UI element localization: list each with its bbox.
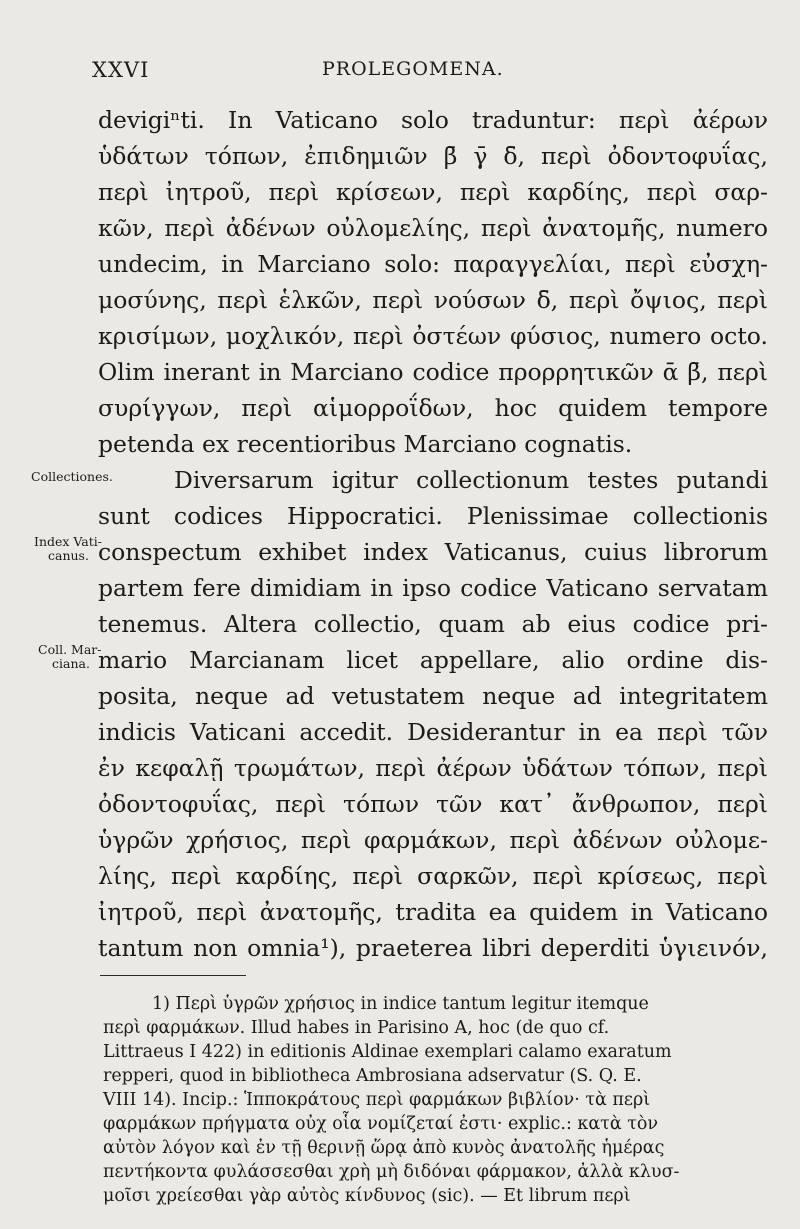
footnote-line: Littraeus I 422) in editionis Aldinae exemplari calamo exaratum — [103, 1042, 672, 1062]
body-line: ὑγρῶν χρήσιος, περὶ φαρμάκων, περὶ ἀδένων οὐλομε- — [98, 826, 768, 854]
body-line: tantum non omnia¹), praeterea libri deperditi ὑγιεινόν, — [98, 934, 768, 962]
margin-note-coll-marciana-1: Coll. Mar- — [38, 642, 102, 657]
body-line: conspectum exhibet index Vaticanus, cuius librorum — [98, 538, 768, 566]
margin-note-collectiones: Collectiones. — [31, 469, 113, 484]
footnote-line: αὐτὸν λόγον καὶ ἐν τῇ θερινῇ ὥρᾳ ἀπὸ κυνὸς ἀνατολῆς ἡμέρας — [103, 1138, 665, 1158]
footnote-line: 1) Περὶ ὑγρῶν χρήσιος in indice tantum legitur itemque — [152, 994, 649, 1014]
footnote-rule — [100, 975, 246, 976]
margin-note-index-vaticanus-2: canus. — [48, 548, 89, 563]
body-line: περὶ ἰητροῦ, περὶ κρίσεων, περὶ καρδίης, περὶ σαρ- — [98, 178, 768, 206]
body-line: Olim inerant in Marciano codice προρρητικῶν ᾱ β̄, περὶ — [98, 358, 768, 386]
body-line: μοσύνης, περὶ ἑλκῶν, περὶ νούσων δ̄, περὶ ὄψιος, περὶ — [98, 286, 768, 314]
footnote-line: πεντήκοντα φυλάσσεσθαι χρὴ μὴ διδόναι φάρμακον, ἀλλὰ κλυσ- — [103, 1162, 680, 1182]
body-line: devigiⁿti. In Vaticano solo traduntur: περὶ ἀέρων — [98, 106, 768, 134]
body-line: Diversarum igitur collectionum testes putandi — [174, 466, 768, 494]
page-number: XXVI — [92, 58, 150, 82]
body-line: sunt codices Hippocratici. Plenissimae collectionis — [98, 502, 768, 530]
body-line: λίης, περὶ καρδίης, περὶ σαρκῶν, περὶ κρίσεως, περὶ — [98, 862, 768, 890]
body-line: mario Marcianam licet appellare, alio ordine dis- — [98, 646, 768, 674]
body-line: petenda ex recentioribus Marciano cognatis. — [98, 430, 633, 458]
margin-note-index-vaticanus-1: Index Vati- — [34, 534, 102, 549]
body-line: κρισίμων, μοχλικόν, περὶ ὀστέων φύσιος, numero octo. — [98, 322, 768, 350]
body-line: indicis Vaticani accedit. Desiderantur in ea περὶ τῶν — [98, 718, 768, 746]
footnote-line: φαρμάκων πρήγματα οὐχ οἷα νομίζεταί ἐστι· explic.: κατὰ τὸν — [103, 1114, 659, 1134]
footnote-line: VIII 14). Incip.: Ἱπποκράτους περὶ φαρμάκων βιβλίον· τὰ περὶ — [103, 1090, 651, 1110]
body-line: ἐν κεφαλῇ τρωμάτων, περὶ ἀέρων ὑδάτων τόπων, περὶ — [98, 754, 768, 782]
body-line: συρίγγων, περὶ αἱμορροΐδων, hoc quidem tempore — [98, 394, 768, 422]
footnote-line: περὶ φαρμάκων. Illud habes in Parisino A, hoc (de quo cf. — [103, 1018, 610, 1038]
body-line: tenemus. Altera collectio, quam ab eius codice pri- — [98, 610, 768, 638]
body-line: ὑδάτων τόπων, ἐπιδημιῶν β̄ γ̄ δ̄, περὶ ὀδοντοφυΐας, — [98, 142, 768, 170]
body-line: partem fere dimidiam in ipso codice Vaticano servatam — [98, 574, 768, 602]
footnote-line: repperi, quod in bibliotheca Ambrosiana adservatur (S. Q. E. — [103, 1066, 642, 1086]
footnote-line: μοῖσι χρείεσθαι γὰρ αὐτὸς κίνδυνος (sic). — Et librum περὶ — [103, 1186, 631, 1206]
body-line: posita, neque ad vetustatem neque ad integritatem — [98, 682, 768, 710]
body-line: ἰητροῦ, περὶ ἀνατομῆς, tradita ea quidem in Vaticano — [98, 898, 768, 926]
margin-note-coll-marciana-2: ciana. — [52, 656, 90, 671]
body-line: κῶν, περὶ ἀδένων οὐλομελίης, περὶ ἀνατομῆς, numero — [98, 214, 768, 242]
body-line: ὀδοντοφυΐας, περὶ τόπων τῶν κατ᾽ ἄνθρωπον, περὶ — [98, 790, 768, 818]
body-line: undecim, in Marciano solo: παραγγελίαι, περὶ εὐσχη- — [98, 250, 768, 278]
running-title: PROLEGOMENA. — [322, 58, 504, 80]
